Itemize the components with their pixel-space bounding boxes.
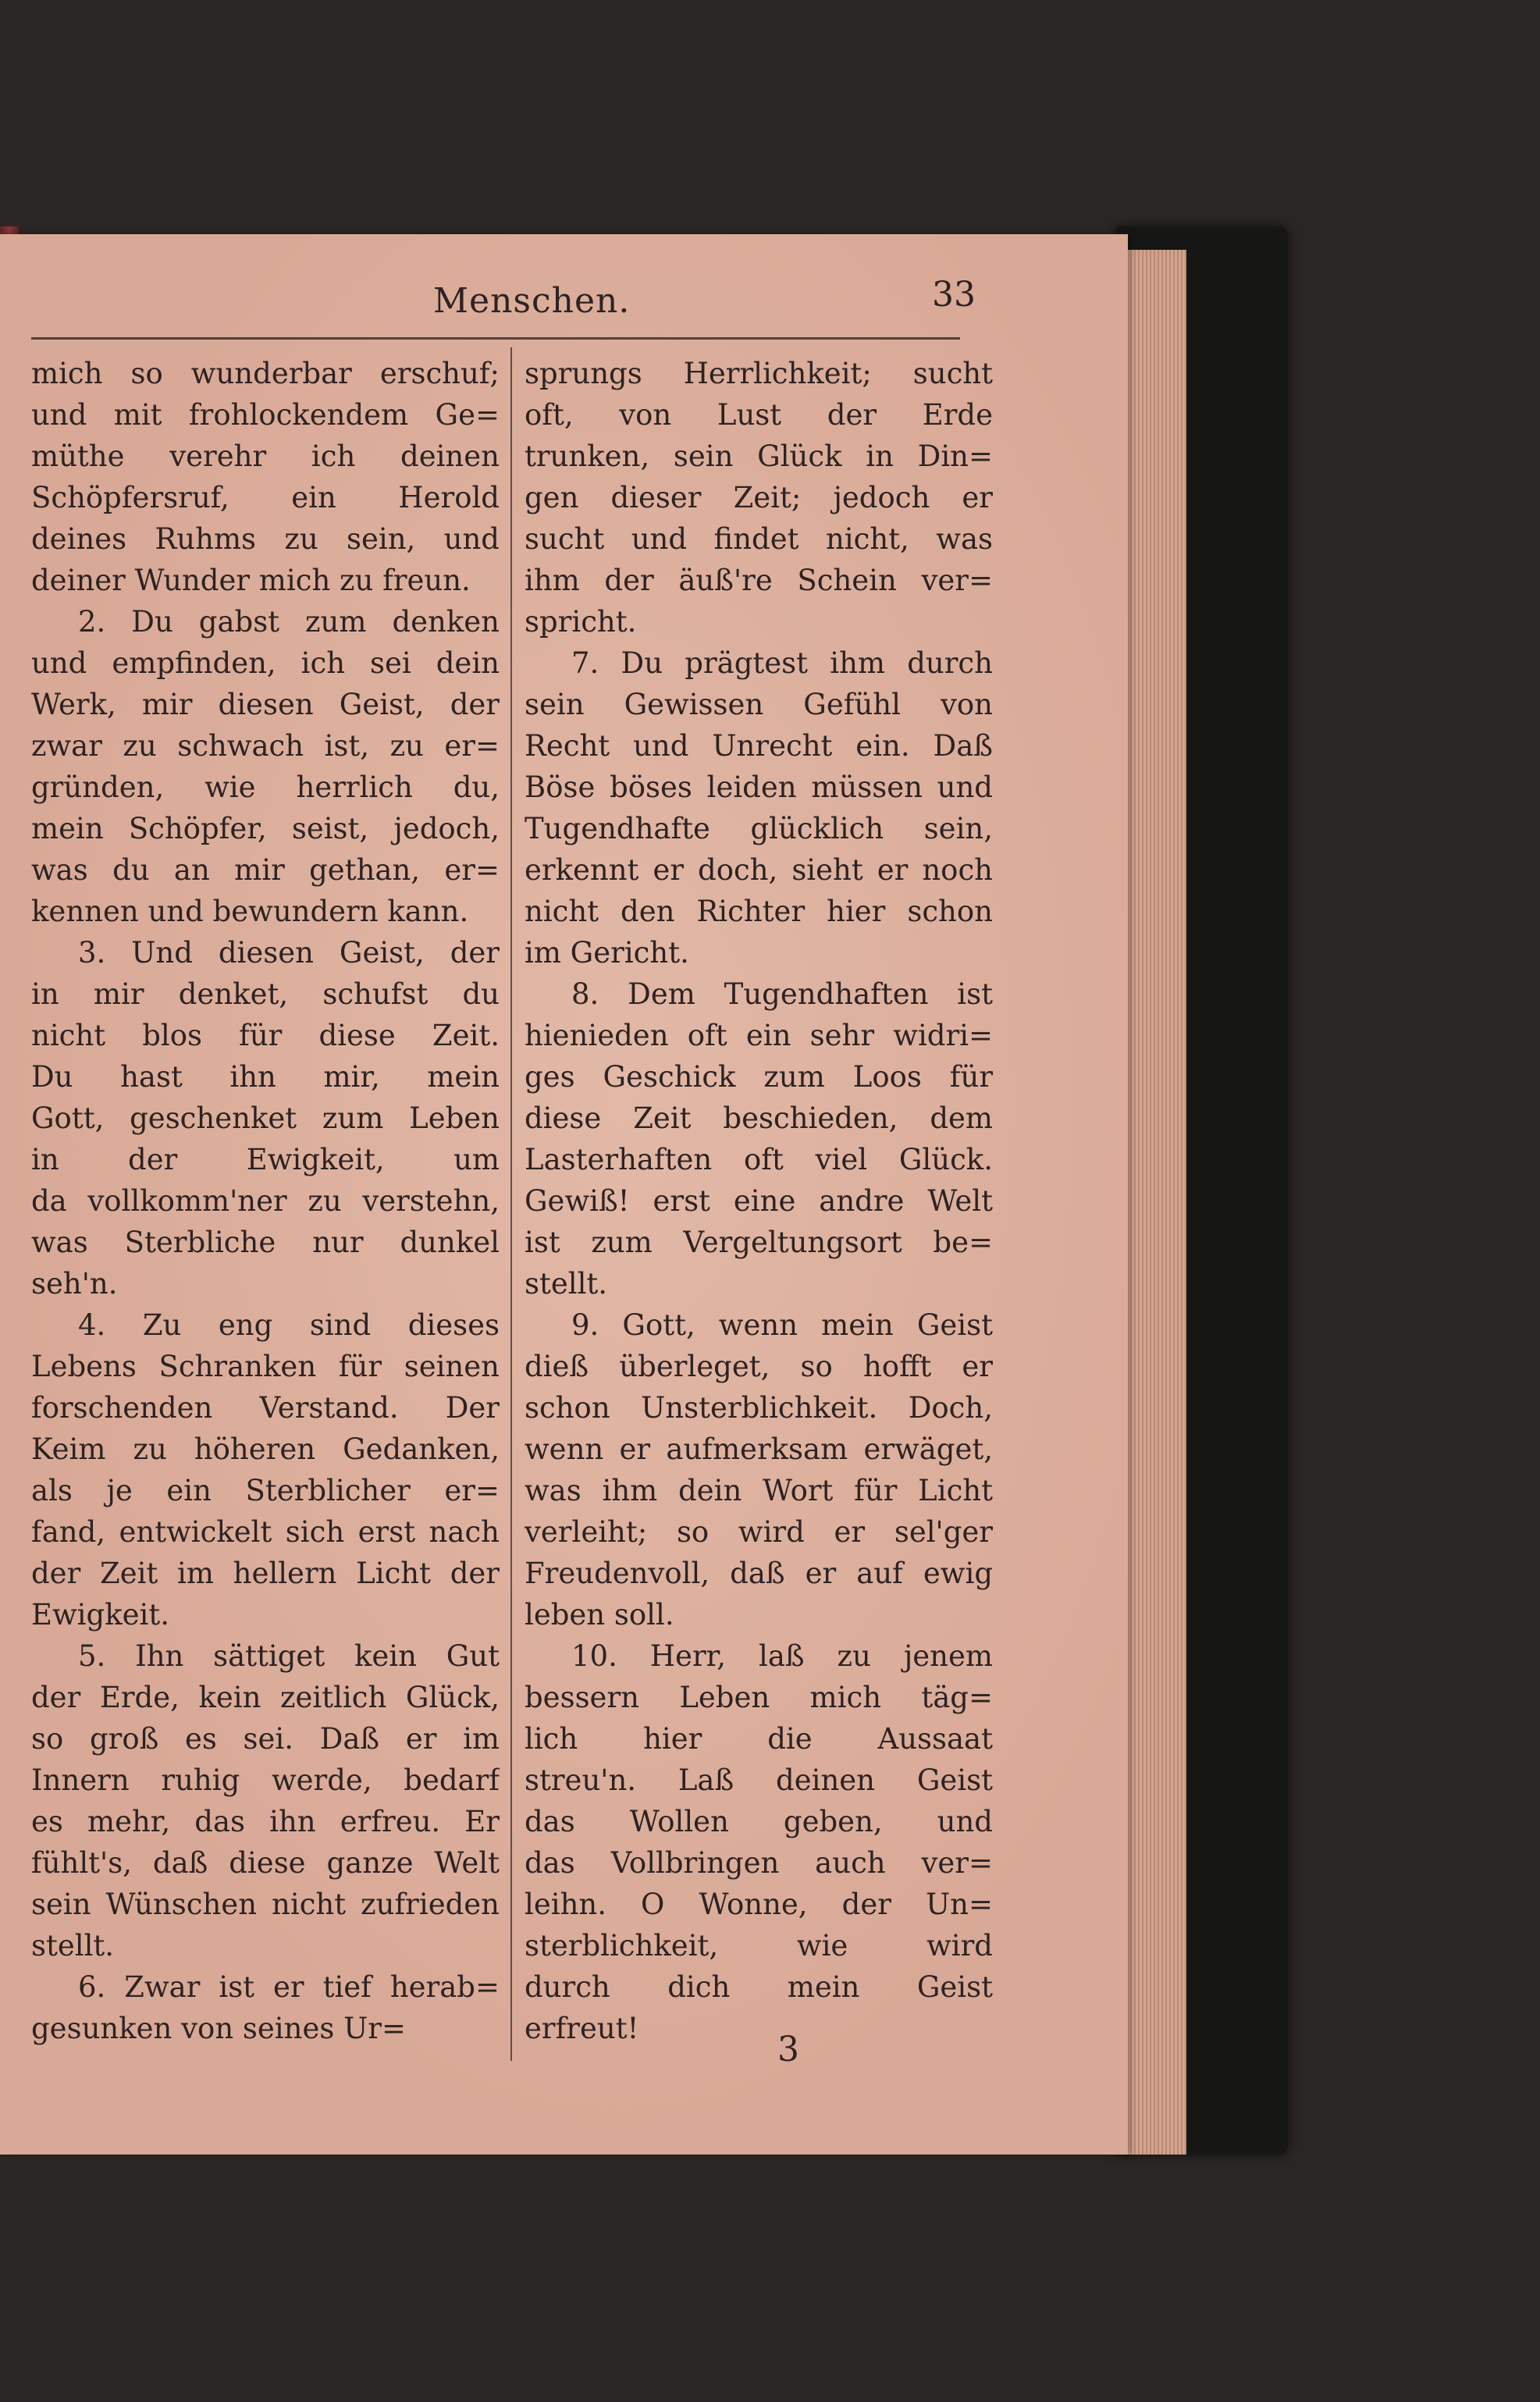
text-line: 2. Du gabst zum denken [78,605,500,639]
text-line: was Sterbliche nur dunkel [31,1226,500,1259]
text-line: ges Geschick zum Loos für [525,1060,993,1094]
text-line: kennen und bewundern kann. [31,895,469,928]
text-line: sucht und findet nicht, was [525,522,993,556]
text-line: der Zeit im hellern Licht der [31,1557,500,1590]
text-line: Freudenvoll, daß er auf ewig [525,1557,993,1590]
header-rule [31,337,960,340]
text-line: gesunken von seines Ur= [31,2012,406,2045]
text-line: dieß überleget, so hofft er [525,1350,993,1383]
text-line: als je ein Sterblicher er= [31,1474,500,1507]
text-line: deines Ruhms zu sein, und [31,522,500,556]
text-line: in mir denket, schufst du [31,977,500,1011]
text-line: lich hier die Aussaat [525,1722,993,1756]
text-line: sprungs Herrlichkeit; sucht [525,357,993,390]
text-line: sterblichkeit, wie wird [525,1929,993,1963]
text-line: durch dich mein Geist [525,1970,993,2004]
text-line: das Vollbringen auch ver= [525,1846,993,1880]
text-line: fand, entwickelt sich erst nach [31,1515,500,1549]
text-line: wenn er aufmerksam erwäget, [525,1432,993,1466]
text-line: 3. Und diesen Geist, der [78,936,500,970]
text-line: Ewigkeit. [31,1598,169,1632]
text-line: 9. Gott, wenn mein Geist [571,1308,993,1342]
text-line: Böse böses leiden müssen und [525,770,993,804]
text-line: mein Schöpfer, seist, jedoch, [31,812,500,845]
text-line: und mit frohlockendem Ge= [31,398,500,432]
text-line: Lasterhaften oft viel Glück. [525,1143,993,1176]
text-line: Keim zu höheren Gedanken, [31,1432,500,1466]
text-line: 7. Du prägtest ihm durch [571,646,993,680]
text-line: deiner Wunder mich zu freun. [31,564,471,597]
signature-mark: 3 [777,2030,799,2069]
text-line: ihm der äuß're Schein ver= [525,564,993,597]
text-line: forschenden Verstand. Der [31,1391,500,1425]
text-line: Tugendhafte glücklich sein, [525,812,993,845]
text-line: nicht den Richter hier schon [525,895,993,928]
text-line: 8. Dem Tugendhaften ist [571,977,993,1011]
text-line: 6. Zwar ist er tief herab= [78,1970,500,2004]
text-line: diese Zeit beschieden, dem [525,1101,993,1135]
text-line: da vollkomm'ner zu verstehn, [31,1184,500,1218]
text-line: Werk, mir diesen Geist, der [31,688,500,721]
text-line: es mehr, das ihn erfreu. Er [31,1805,500,1838]
text-line: streu'n. Laß deinen Geist [525,1763,993,1797]
text-line: stellt. [31,1929,115,1963]
text-line: Gewiß! erst eine andre Welt [525,1184,993,1218]
text-line: was ihm dein Wort für Licht [525,1474,993,1507]
text-line: ist zum Vergeltungsort be= [525,1226,993,1259]
page-number: 33 [932,275,976,315]
text-line: nicht blos für diese Zeit. [31,1019,500,1052]
right-column [525,353,993,2049]
running-header: Menschen. [433,281,631,321]
text-line: stellt. [525,1267,608,1301]
text-line: Innern ruhig werde, bedarf [31,1763,500,1797]
text-line: erkennt er doch, sieht er noch [525,853,993,887]
text-line: fühlt's, daß diese ganze Welt [31,1846,500,1880]
text-line: was du an mir gethan, er= [31,853,500,887]
column-divider [510,347,512,2061]
text-line: bessern Leben mich täg= [525,1681,993,1714]
text-line: in der Ewigkeit, um [31,1143,500,1176]
text-line: verleiht; so wird er sel'ger [525,1515,993,1549]
text-line: schon Unsterblichkeit. Doch, [525,1391,993,1425]
text-line: Du hast ihn mir, mein [31,1060,500,1094]
text-line: leihn. O Wonne, der Un= [525,1888,993,1921]
text-line: spricht. [525,605,637,639]
text-line: 5. Ihn sättiget kein Gut [78,1639,500,1673]
text-line: leben soll. [525,1598,674,1632]
text-line: gen dieser Zeit; jedoch er [525,481,993,514]
text-line: 4. Zu eng sind dieses [78,1308,500,1342]
text-line: Schöpfersruf, ein Herold [31,481,500,514]
text-line: oft, von Lust der Erde [525,398,993,432]
text-line: zwar zu schwach ist, zu er= [31,729,500,763]
text-line: mich so wunderbar erschuf; [31,357,500,390]
text-line: der Erde, kein zeitlich Glück, [31,1681,500,1714]
text-line: im Gericht. [525,936,689,970]
left-column [31,353,500,2049]
text-line: Recht und Unrecht ein. Daß [525,729,993,763]
text-line: Gott, geschenket zum Leben [31,1101,500,1135]
text-line: das Wollen geben, und [525,1805,993,1838]
text-line: so groß es sei. Daß er im [31,1722,500,1756]
text-line: sein Gewissen Gefühl von [525,688,993,721]
text-line: hienieden oft ein sehr widri= [525,1019,993,1052]
text-line: und empfinden, ich sei dein [31,646,500,680]
text-line: seh'n. [31,1267,118,1301]
text-line: müthe verehr ich deinen [31,439,500,473]
text-line: trunken, sein Glück in Din= [525,439,993,473]
text-line: Lebens Schranken für seinen [31,1350,500,1383]
text-line: 10. Herr, laß zu jenem [571,1639,993,1673]
text-line: gründen, wie herrlich du, [31,770,500,804]
text-line: sein Wünschen nicht zufrieden [31,1888,500,1921]
text-line: erfreut! [525,2012,639,2045]
